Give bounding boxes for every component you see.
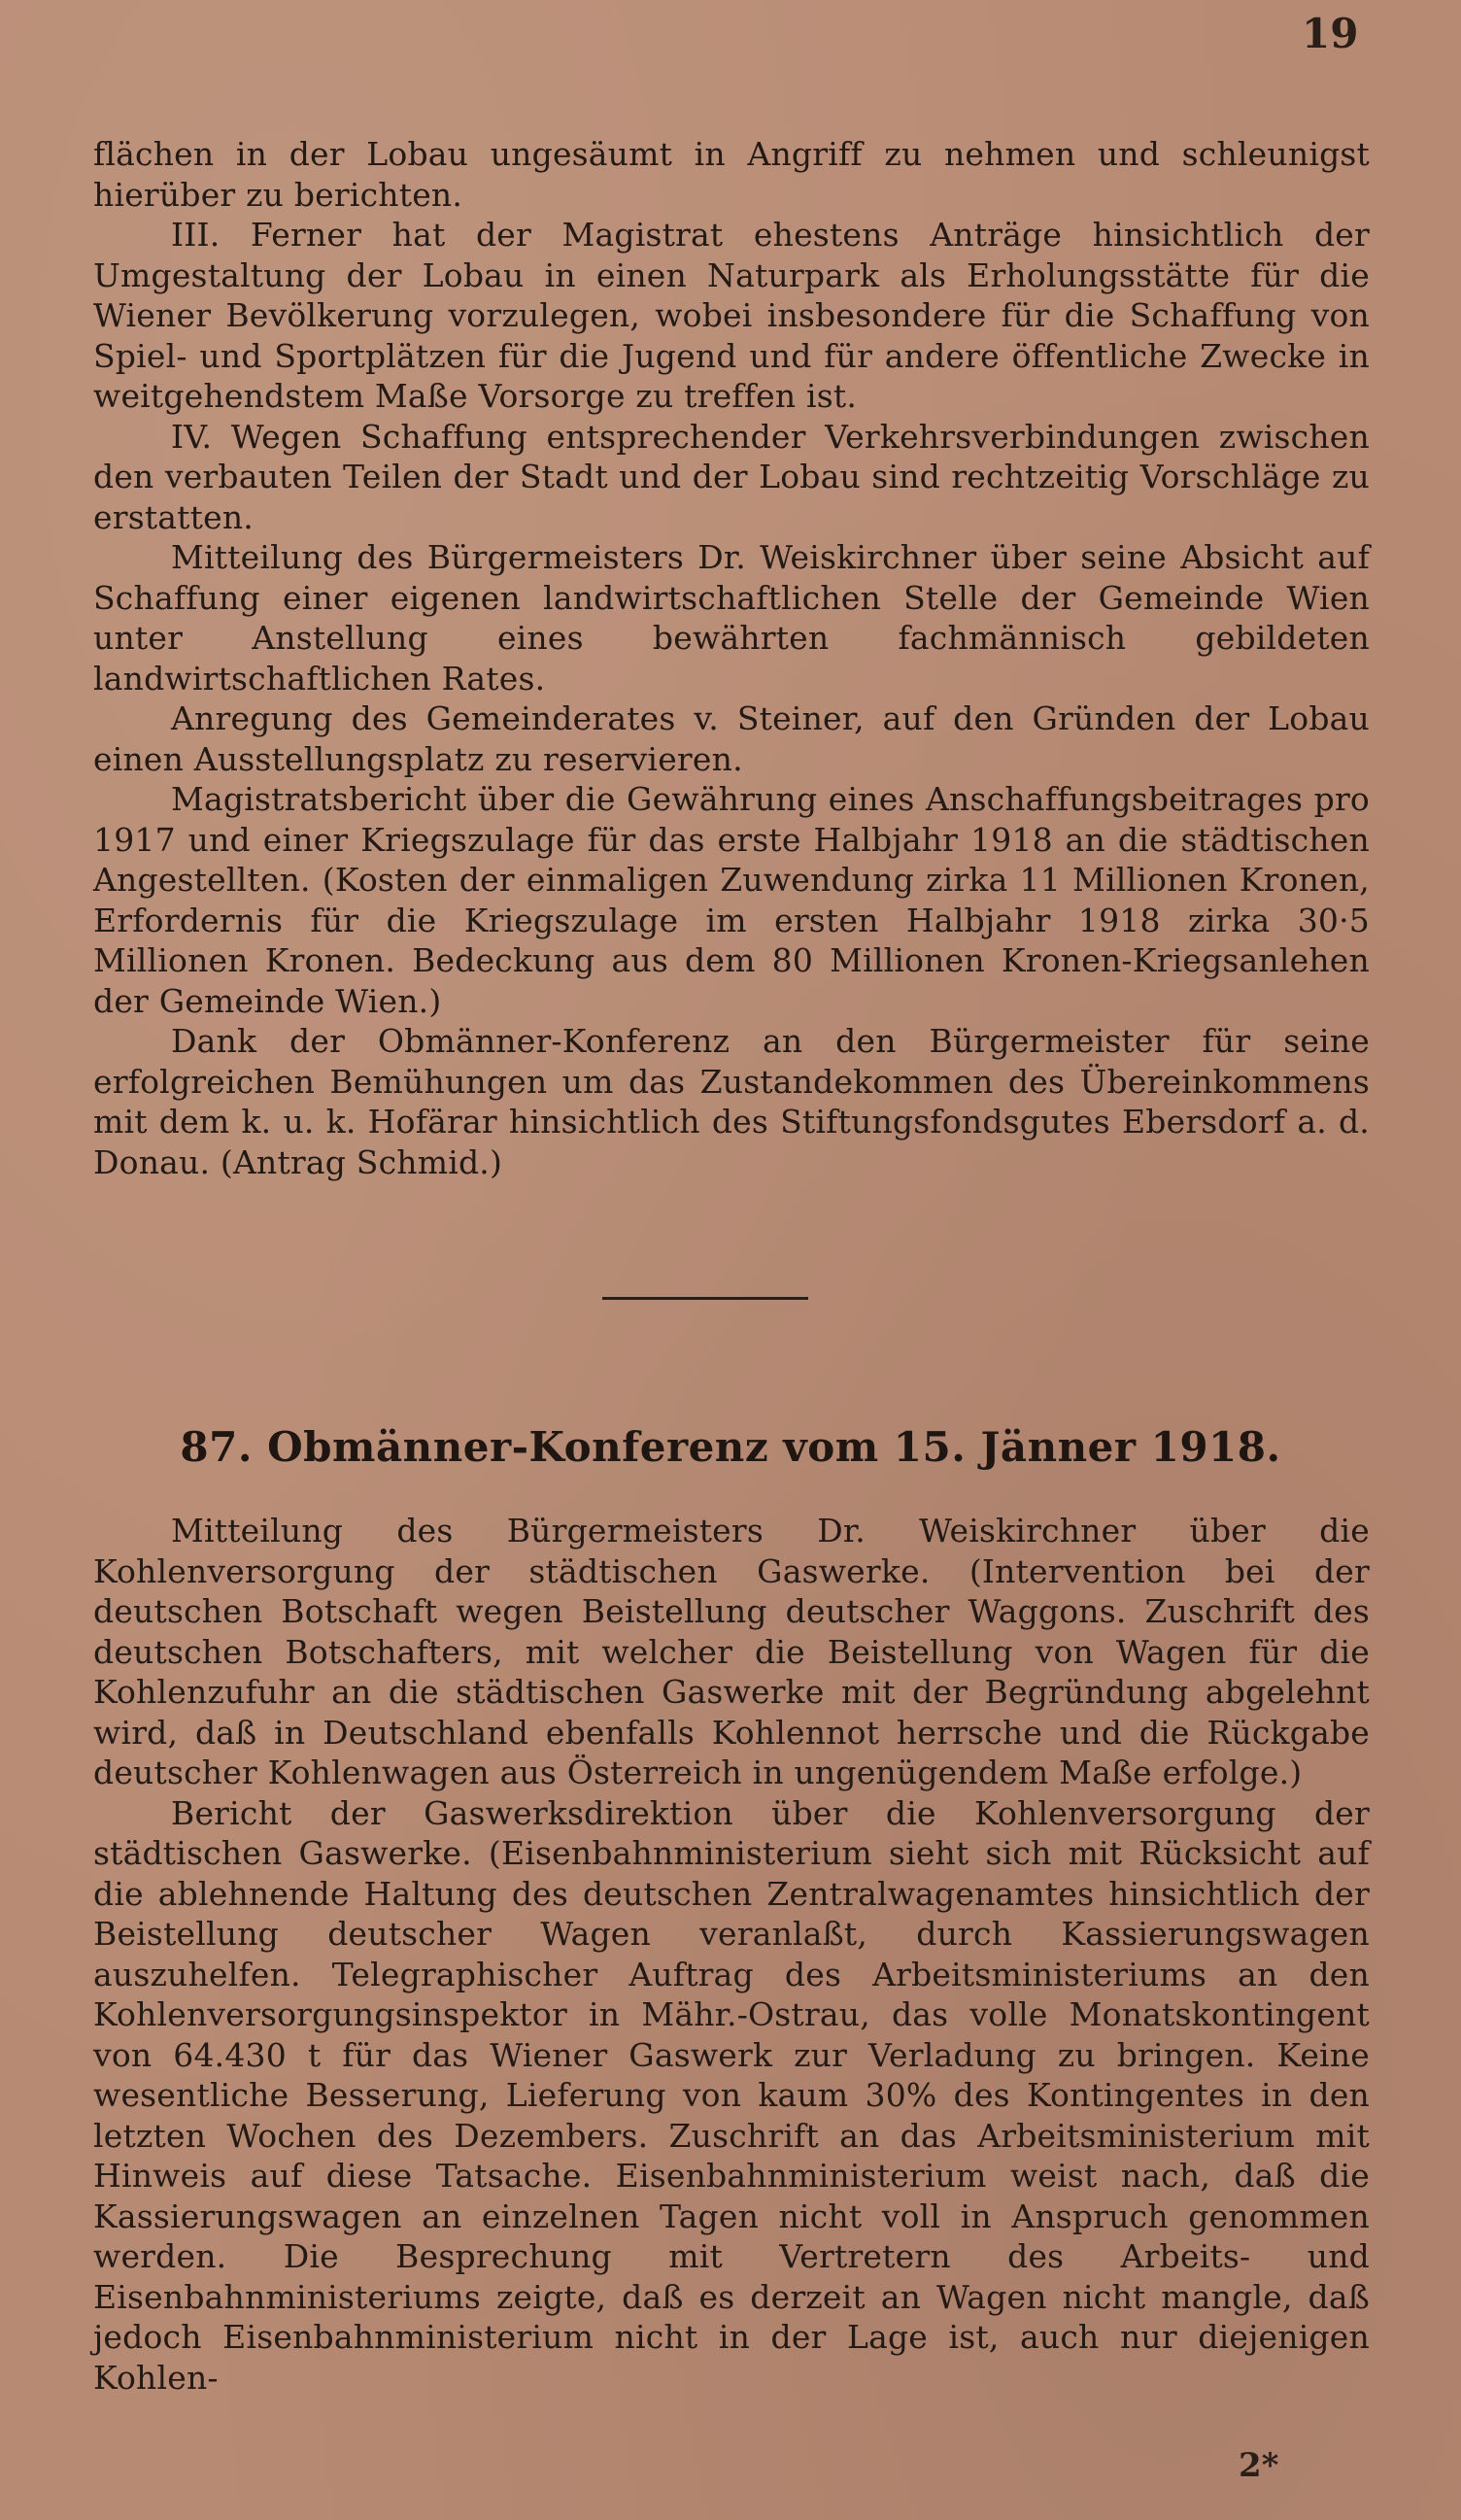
top-text-block — [93, 134, 1370, 1182]
paragraph-continuation: flächen in der Lobau ungesäumt in Angriff zu nehmen und schleunigst hierüber zu berichten. — [93, 135, 1370, 214]
paragraph-magistrate-report: Magistratsbericht über die Gewährung eines Anschaffungsbeitrages pro 1917 und einer Kriegszulage für das erste Halbjahr 1918 an die städtischen Angestellten. (Kosten der einmaligen Zuwendung zirka 11 Millionen Kronen, Erfordernis für die Kriegszulage im ersten Halbjahr 1918 zirka 30·5 Millionen Kronen. Bedeckung aus dem 80 Millionen Kronen-Kriegsanlehen der Gemeinde Wien.) — [93, 780, 1370, 1020]
bottom-text-block — [93, 1511, 1370, 2398]
page-number: 19 — [1302, 10, 1359, 57]
paragraph-agricultural-office: Mitteilung des Bürgermeisters Dr. Weiskirchner über seine Absicht auf Schaffung einer eigenen landwirtschaftlichen Stelle der Gemeinde Wien unter Anstellung eines bewährten fachmännisch gebildeten landwirtschaftlichen Rates. — [93, 538, 1370, 698]
signature-mark: 2* — [1239, 2446, 1279, 2485]
paragraph-coal-supply-mayor: Mitteilung des Bürgermeisters Dr. Weiskirchner über die Kohlenversorgung der städtischen Gaswerke. (Intervention bei der deutschen Botschaft wegen Beistellung deutscher Waggons. Zuschrift des deutschen Botschafters, mit welcher die Beistellung von Wagen für die Kohlenzufuhr an die städtischen Gaswerke mit der Begründung abgelehnt wird, daß in Deutschland ebenfalls Kohlennot herrsche und die Rückgabe deutscher Kohlenwagen aus Österreich in ungenügendem Maße erfolge.) — [93, 1512, 1370, 1791]
paragraph-thanks-mayor: Dank der Obmänner-Konferenz an den Bürgermeister für seine erfolgreichen Bemühungen um das Zustandekommen des Übereinkommens mit dem k. u. k. Hofärar hinsichtlich des Stiftungsfondsgutes Ebersdorf a. d. Donau. (Antrag Schmid.) — [93, 1022, 1370, 1181]
section-heading: 87. Obmänner-Konferenz vom 15. Jänner 1918. — [180, 1423, 1281, 1471]
paragraph-gasworks-report: Bericht der Gaswerksdirektion über die Kohlenversorgung der städtischen Gaswerke. (Eisenbahnministerium sieht sich mit Rücksicht auf die ablehnende Haltung des deutschen Zentralwagenamtes hinsichtlich der Beistellung deutscher Wagen veranlaßt, durch Kassierungswagen auszuhelfen. Telegraphischer Auftrag des Arbeitsministeriums an den Kohlenversorgungsinspektor in Mähr.-Ostrau, das volle Monatskontingent von 64.430 t für das Wiener Gaswerk zur Verladung zu bringen. Keine wesentliche Besserung, Lieferung von kaum 30% des Kontingentes in den letzten Wochen des Dezembers. Zuschrift an das Arbeitsministerium mit Hinweis auf diese Tatsache. Eisenbahnministerium weist nach, daß die Kassierungswagen an einzelnen Tagen nicht voll in Anspruch genommen werden. Die Besprechung mit Vertretern des Arbeits- und Eisenbahnministeriums zeigte, daß es derzeit an Wagen nicht mangle, daß jedoch Eisenbahnministerium nicht in der Lage ist, auch nur diejenigen Kohlen- — [93, 1793, 1370, 2397]
section-divider — [602, 1297, 808, 1300]
paragraph-exhibition-ground: Anregung des Gemeinderates v. Steiner, auf den Gründen der Lobau einen Ausstellungsplatz zu reservieren. — [93, 699, 1370, 778]
paragraph-point-three: III. Ferner hat der Magistrat ehestens Anträge hinsichtlich der Umgestaltung der Lobau in einen Naturpark als Erholungsstätte für die Wiener Bevölkerung vorzulegen, wobei insbesondere für die Schaffung von Spiel- und Sportplätzen für die Jugend und für andere öffentliche Zwecke in weitgehendstem Maße Vorsorge zu treffen ist. — [93, 216, 1370, 415]
paragraph-point-four: IV. Wegen Schaffung entsprechender Verkehrsverbindungen zwischen den verbauten Teilen der Stadt und der Lobau sind rechtzeitig Vorschläge zu erstatten. — [93, 417, 1370, 536]
